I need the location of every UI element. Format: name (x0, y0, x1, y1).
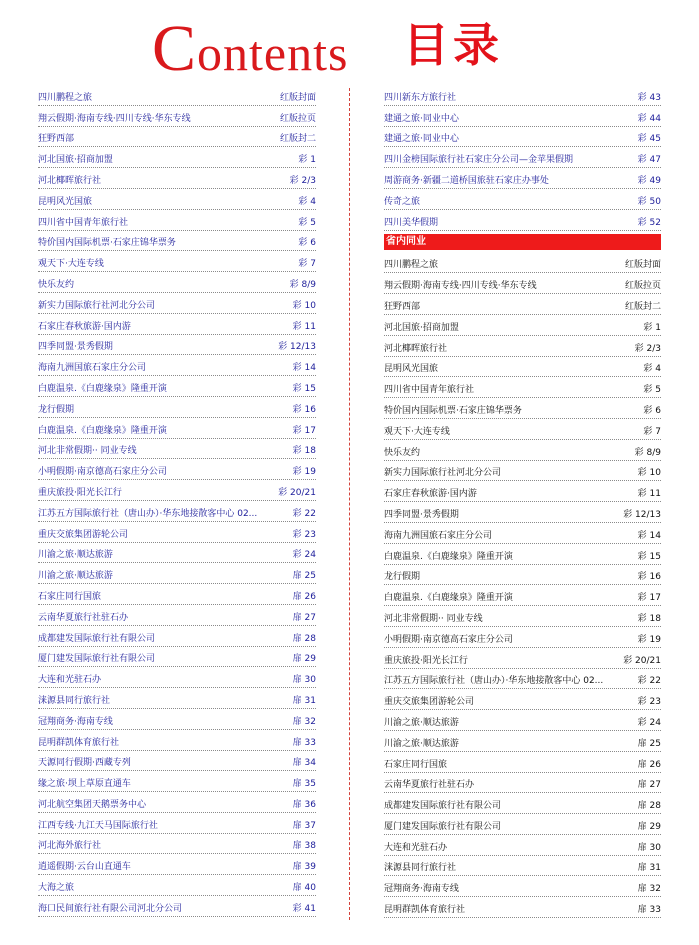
toc-entry-label: 狂野西部 (38, 134, 75, 145)
toc-entry (38, 459, 316, 480)
toc-entry-label: 昆明风光国旅 (38, 196, 93, 207)
toc-entry-page: 彩 47 (637, 155, 661, 166)
toc-entry (384, 648, 661, 669)
toc-entry (384, 127, 661, 148)
toc-entry-page: 扉 25 (637, 738, 661, 749)
toc-entry-page: 彩 2/3 (634, 343, 661, 354)
toc-entry (384, 627, 661, 648)
toc-entry-page: 彩 4 (643, 364, 661, 375)
toc-entry-label: 海南九洲国旅石家庄分公司 (38, 363, 147, 374)
toc-entry (38, 522, 316, 543)
toc-entry-page: 扉 34 (292, 758, 316, 769)
toc-entry-label: 石家庄春秋旅游·国内游 (38, 321, 131, 332)
toc-entry-label: 快乐友约 (384, 447, 421, 458)
toc-entry-page: 扉 26 (292, 591, 316, 602)
toc-entry-label: 冠翔商务·海南专线 (384, 884, 459, 895)
toc-entry (384, 168, 661, 189)
toc-entry-label: 龙行假期 (38, 404, 75, 415)
toc-entry-page: 彩 23 (292, 529, 316, 540)
toc-entry-page: 彩 43 (637, 92, 661, 103)
toc-entry-label: 川渝之旅·顺达旅游 (38, 550, 113, 561)
toc-entry-label: 石家庄春秋旅游·国内游 (384, 489, 477, 500)
toc-entry-label: 观天下·大连专线 (384, 426, 450, 437)
toc-entry (384, 461, 661, 482)
toc-entry-page: 彩 17 (637, 593, 661, 604)
toc-entry-label: 小明假期·南京德高石家庄分公司 (384, 634, 513, 645)
toc-entry-page: 红版封面 (624, 260, 661, 271)
toc-entry (384, 793, 661, 814)
toc-entry-page: 彩 50 (637, 196, 661, 207)
toc-entry-label: 重庆交旅集团游轮公司 (384, 697, 475, 708)
toc-entry-page: 彩 23 (637, 697, 661, 708)
toc-entry-page: 红版封面 (279, 92, 316, 103)
toc-entry (384, 481, 661, 502)
toc-entry-page: 彩 6 (298, 238, 316, 249)
column-divider (349, 88, 350, 920)
toc-entry-page: 扉 33 (292, 737, 316, 748)
toc-entry-label: 快乐友约 (38, 279, 75, 290)
toc-entry-label: 观天下·大连专线 (38, 259, 104, 270)
toc-entry (38, 647, 316, 668)
toc-entry-label: 海南九洲国旅石家庄分公司 (384, 530, 493, 541)
toc-entry-page: 扉 29 (637, 821, 661, 832)
toc-entry (38, 709, 316, 730)
toc-entry-label: 周游商务·新疆二道桥国旅驻石家庄办事处 (384, 175, 549, 186)
toc-entry (38, 792, 316, 813)
toc-entry-label: 河北非常假期·· 同业专线 (38, 446, 137, 457)
toc-entry (384, 336, 661, 357)
toc-entry (38, 688, 316, 709)
toc-entry-label: 江苏五方国际旅行社（唐山办）·华东地接散客中心 02... (384, 676, 604, 687)
toc-entry-label: 厦门建发国际旅行社有限公司 (384, 821, 502, 832)
toc-entry (38, 771, 316, 792)
toc-entry-label: 四川省中国青年旅行社 (384, 385, 475, 396)
toc-entry-page: 扉 27 (637, 780, 661, 791)
toc-entry-page: 扉 37 (292, 820, 316, 831)
toc-entry (38, 875, 316, 896)
toc-entry-label: 河北国旅·招商加盟 (38, 155, 113, 166)
toc-entry-label: 河北国旅·招商加盟 (384, 322, 459, 333)
section-header-label: 省内同业 (386, 235, 426, 247)
toc-entry-page: 彩 18 (292, 446, 316, 457)
toc-entry (38, 231, 316, 252)
toc-entry-label: 河北海外旅行社 (38, 841, 102, 852)
toc-entry-label: 四季同盟·景秀假期 (38, 342, 113, 353)
toc-entry (384, 606, 661, 627)
toc-entry-page: 扉 30 (637, 842, 661, 853)
toc-entry-page: 彩 11 (292, 321, 316, 332)
toc-entry-page: 扉 30 (292, 675, 316, 686)
toc-entry (384, 440, 661, 461)
toc-entry-label: 河北椰晖旅行社 (384, 343, 448, 354)
toc-entry (384, 710, 661, 731)
toc-entry-label: 涞源县同行旅行社 (384, 863, 457, 874)
toc-entry-page: 扉 32 (292, 716, 316, 727)
toc-entry-page: 红版封二 (279, 134, 316, 145)
toc-entry (384, 856, 661, 877)
toc-entry-page: 彩 1 (643, 322, 661, 333)
toc-entry-label: 重庆旅投·阳光长江行 (384, 655, 468, 666)
toc-entry-page: 彩 10 (292, 300, 316, 311)
toc-entry-label: 四川金榜国际旅行社石家庄分公司—金苹果假期 (384, 155, 574, 166)
toc-entry-label: 成都建发国际旅行社有限公司 (38, 633, 156, 644)
toc-entry-label: 江西专线·九江天马国际旅行社 (38, 820, 158, 831)
toc-entry (38, 147, 316, 168)
toc-entry-label: 天源同行假期·西藏专列 (38, 758, 131, 769)
toc-entry (384, 544, 661, 565)
toc-entry-label: 大连和光驻石办 (38, 675, 102, 686)
toc-entry (38, 272, 316, 293)
toc-entry-page: 彩 18 (637, 613, 661, 624)
toc-entry (384, 773, 661, 794)
toc-entry-page: 扉 28 (637, 801, 661, 812)
toc-entry (384, 502, 661, 523)
toc-entry (384, 315, 661, 336)
toc-entry (384, 398, 661, 419)
toc-entry-label: 新实力国际旅行社河北分公司 (384, 468, 502, 479)
toc-entry-label: 石家庄同行国旅 (384, 759, 448, 770)
toc-entry-label: 四季同盟·景秀假期 (384, 509, 459, 520)
toc-entry (38, 293, 316, 314)
toc-entry-label: 重庆交旅集团游轮公司 (38, 529, 129, 540)
toc-entry-label: 特价国内国际机票·石家庄锦华票务 (38, 238, 176, 249)
toc-entry-page: 红版拉页 (279, 113, 316, 124)
toc-entry (384, 835, 661, 856)
toc-entry-label: 昆明群凯体育旅行社 (38, 737, 120, 748)
toc-entry-page: 彩 7 (643, 426, 661, 437)
toc-entry (384, 565, 661, 586)
toc-entry (38, 834, 316, 855)
toc-entry (38, 85, 316, 106)
toc-entry (384, 731, 661, 752)
toc-entry-page: 彩 19 (292, 467, 316, 478)
toc-entry (384, 377, 661, 398)
toc-entry (384, 814, 661, 835)
toc-entry (38, 543, 316, 564)
toc-entry (384, 106, 661, 127)
toc-entry-label: 传奇之旅 (384, 196, 421, 207)
toc-entry-page: 彩 20/21 (278, 487, 316, 498)
toc-entry-page: 扉 33 (637, 905, 661, 916)
toc-entry-label: 昆明群凯体育旅行社 (384, 905, 466, 916)
toc-entry-page: 扉 39 (292, 862, 316, 873)
left-column (38, 85, 316, 917)
toc-entry-page: 彩 8/9 (634, 447, 661, 458)
toc-entry-page: 彩 5 (643, 385, 661, 396)
right-column (384, 85, 661, 918)
toc-entry-page: 扉 38 (292, 841, 316, 852)
toc-entry (38, 501, 316, 522)
toc-entry-label: 缘之旅·坝上草原直通车 (38, 779, 131, 790)
toc-entry (384, 253, 661, 274)
toc-entry-label: 河北航空集团天鹅票务中心 (38, 799, 147, 810)
toc-entry (38, 439, 316, 460)
toc-entry-label: 狂野西部 (384, 301, 421, 312)
toc-entry-page: 彩 24 (637, 717, 661, 728)
toc-entry-page: 彩 10 (637, 468, 661, 479)
toc-entry-label: 冠翔商务·海南专线 (38, 716, 113, 727)
toc-entry (384, 294, 661, 315)
toc-entry (38, 376, 316, 397)
toc-entry (38, 480, 316, 501)
toc-entry-label: 海口民间旅行社有限公司河北分公司 (38, 903, 183, 914)
toc-entry (384, 523, 661, 544)
toc-entry-label: 四川美华假期 (384, 217, 439, 228)
toc-entry-label: 涞源县同行旅行社 (38, 695, 111, 706)
toc-entry-label: 建通之旅·同业中心 (384, 134, 459, 145)
toc-entry-label: 翔云假期·海南专线·四川专线·华东专线 (384, 281, 537, 292)
toc-entry-page: 彩 15 (637, 551, 661, 562)
toc-entry-page: 彩 20/21 (623, 655, 661, 666)
toc-entry (384, 357, 661, 378)
right-top-list (384, 85, 661, 231)
toc-entry-page: 红版封二 (624, 301, 661, 312)
toc-entry (38, 605, 316, 626)
toc-entry-label: 石家庄同行国旅 (38, 591, 102, 602)
toc-entry-page: 彩 17 (292, 425, 316, 436)
toc-entry-label: 新实力国际旅行社河北分公司 (38, 300, 156, 311)
toc-entry (38, 106, 316, 127)
toc-entry-label: 云南华夏旅行社驻石办 (384, 780, 475, 791)
toc-entry-page: 彩 8/9 (289, 279, 316, 290)
toc-entry-label: 翔云假期·海南专线·四川专线·华东专线 (38, 113, 191, 124)
toc-entry-page: 彩 5 (298, 217, 316, 228)
toc-entry-page: 彩 2/3 (289, 175, 316, 186)
toc-entry (38, 626, 316, 647)
toc-entry (384, 897, 661, 918)
toc-entry (384, 189, 661, 210)
toc-entry-page: 彩 16 (292, 404, 316, 415)
toc-entry-label: 河北非常假期·· 同业专线 (384, 613, 483, 624)
page-header (0, 0, 699, 85)
toc-entry (38, 355, 316, 376)
toc-entry-label: 川渝之旅·顺达旅游 (38, 571, 113, 582)
toc-entry-page: 彩 45 (637, 134, 661, 145)
toc-entry (38, 127, 316, 148)
toc-entry-label: 四川新东方旅行社 (384, 92, 457, 103)
toc-entry-page: 扉 31 (292, 695, 316, 706)
toc-entry-label: 江苏五方国际旅行社（唐山办）·华东地接散客中心 02... (38, 508, 258, 519)
toc-entry (384, 273, 661, 294)
toc-entry-page: 扉 27 (292, 612, 316, 623)
toc-entry-page: 扉 40 (292, 883, 316, 894)
toc-entry (38, 314, 316, 335)
toc-entry-page: 扉 35 (292, 779, 316, 790)
toc-entry-label: 大连和光驻石办 (384, 842, 448, 853)
toc-entry-label: 建通之旅·同业中心 (384, 113, 459, 124)
toc-entry-page: 扉 25 (292, 571, 316, 582)
toc-entry-page: 彩 24 (292, 550, 316, 561)
toc-entry (38, 168, 316, 189)
toc-entry (38, 667, 316, 688)
toc-entry-label: 河北椰晖旅行社 (38, 175, 102, 186)
toc-entry-page: 彩 12/13 (278, 342, 316, 353)
toc-entry-label: 白鹿温泉.《白鹿缘泉》隆重开演 (38, 383, 167, 394)
title-english-rest: ontents (197, 25, 349, 81)
toc-entry-label: 重庆旅投·阳光长江行 (38, 487, 122, 498)
toc-entry (38, 563, 316, 584)
toc-entry-page: 彩 1 (298, 155, 316, 166)
toc-entry-label: 白鹿温泉.《白鹿缘泉》隆重开演 (384, 593, 513, 604)
toc-entry-label: 白鹿温泉.《白鹿缘泉》隆重开演 (384, 551, 513, 562)
toc-entry-page: 彩 11 (637, 489, 661, 500)
toc-entry-page: 彩 12/13 (623, 509, 661, 520)
toc-entry (384, 669, 661, 690)
toc-entry-page: 彩 22 (637, 676, 661, 687)
title-english-initial: C (152, 12, 198, 85)
right-bottom-list (384, 253, 661, 919)
toc-entry-page: 彩 19 (637, 634, 661, 645)
toc-entry-page: 彩 41 (292, 903, 316, 914)
title-chinese: 目录 (403, 18, 503, 72)
toc-entry-page: 彩 6 (643, 405, 661, 416)
toc-entry-label: 四川鹏程之旅 (384, 260, 439, 271)
section-header (384, 234, 661, 250)
toc-entry-label: 成都建发国际旅行社有限公司 (384, 801, 502, 812)
toc-entry-label: 四川鹏程之旅 (38, 92, 93, 103)
toc-entry (38, 751, 316, 772)
toc-entry (38, 189, 316, 210)
toc-entry (384, 876, 661, 897)
toc-entry (384, 210, 661, 231)
title-english (152, 12, 349, 85)
toc-entry-page: 彩 49 (637, 175, 661, 186)
toc-entry-page: 扉 29 (292, 654, 316, 665)
toc-entry-label: 川渝之旅·顺达旅游 (384, 717, 459, 728)
toc-entry-page: 彩 4 (298, 196, 316, 207)
toc-entry-label: 厦门建发国际旅行社有限公司 (38, 654, 156, 665)
toc-entry (38, 335, 316, 356)
toc-entry-page: 彩 16 (637, 572, 661, 583)
toc-entry (384, 752, 661, 773)
toc-entry (384, 689, 661, 710)
toc-entry (38, 251, 316, 272)
toc-entry-label: 逍遥假期·云台山直通车 (38, 862, 131, 873)
toc-entry (38, 418, 316, 439)
toc-entry-page: 彩 7 (298, 259, 316, 270)
toc-entry (384, 147, 661, 168)
toc-entry (38, 813, 316, 834)
toc-entry-label: 昆明风光国旅 (384, 364, 439, 375)
toc-entry-page: 扉 32 (637, 884, 661, 895)
toc-entry-page: 扉 31 (637, 863, 661, 874)
toc-entry (384, 585, 661, 606)
toc-entry-page: 扉 28 (292, 633, 316, 644)
toc-entry-page: 红版拉页 (624, 281, 661, 292)
toc-entry (384, 85, 661, 106)
toc-entry-page: 扉 36 (292, 799, 316, 810)
toc-entry-page: 彩 15 (292, 383, 316, 394)
toc-entry-label: 云南华夏旅行社驻石办 (38, 612, 129, 623)
toc-entry-page: 彩 22 (292, 508, 316, 519)
toc-entry-page: 彩 14 (292, 363, 316, 374)
toc-entry-label: 特价国内国际机票·石家庄锦华票务 (384, 405, 522, 416)
toc-entry (38, 584, 316, 605)
toc-entry-page: 彩 52 (637, 217, 661, 228)
toc-entry-label: 大海之旅 (38, 883, 75, 894)
toc-entry-page: 扉 26 (637, 759, 661, 770)
toc-entry (384, 419, 661, 440)
toc-entry (38, 210, 316, 231)
toc-entry (38, 397, 316, 418)
toc-entry (38, 854, 316, 875)
toc-entry-label: 龙行假期 (384, 572, 421, 583)
toc-entry-page: 彩 14 (637, 530, 661, 541)
toc-entry-label: 小明假期·南京德高石家庄分公司 (38, 467, 167, 478)
toc-entry-label: 四川省中国青年旅行社 (38, 217, 129, 228)
toc-entry (38, 896, 316, 917)
toc-entry (38, 730, 316, 751)
toc-entry-label: 白鹿温泉.《白鹿缘泉》隆重开演 (38, 425, 167, 436)
toc-entry-page: 彩 44 (637, 113, 661, 124)
toc-entry-label: 川渝之旅·顺达旅游 (384, 738, 459, 749)
